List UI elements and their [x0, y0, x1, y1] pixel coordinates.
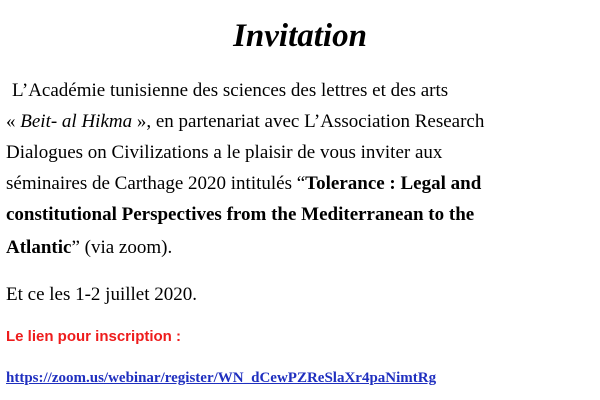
- seminar-title-part-1: Tolerance : Legal and: [305, 173, 482, 194]
- paragraph-line-6: [6, 236, 172, 260]
- registration-label: Le lien pour inscription :: [6, 328, 182, 345]
- paragraph-line-4: [6, 172, 481, 196]
- seminar-title-part-2: constitutional Perspectives from the Mediterranean to the: [6, 204, 475, 225]
- document-title: Invitation: [233, 18, 367, 54]
- paragraph-line-1: [12, 79, 448, 103]
- institution-name: Beit- al Hikma: [20, 111, 133, 132]
- seminar-title-part-3: Atlantic: [6, 237, 72, 258]
- paragraph-line-1-text: L’Académie tunisienne des sciences des lettres et des arts: [12, 80, 449, 101]
- registration-link[interactable]: https://zoom.us/webinar/register/WN_dCewPZReSlaXr4paNimtRg: [6, 370, 437, 386]
- paragraph-line-2-rest: en partenariat avec L’Association Research: [151, 111, 485, 132]
- paragraph-line-4-prefix: séminaires de Carthage 2020 intitulés “: [6, 173, 306, 194]
- paragraph-line-2: [6, 110, 484, 134]
- close-guillemet: »,: [132, 111, 152, 132]
- paragraph-line-3: [6, 141, 442, 165]
- paragraph-line-3-text: Dialogues on Civilizations a le plaisir de vous inviter aux: [6, 142, 443, 163]
- paragraph-line-6-rest: ” (via zoom).: [71, 237, 173, 258]
- paragraph-line-5: [6, 203, 474, 227]
- date-line: Et ce les 1-2 juillet 2020.: [6, 284, 198, 305]
- open-guillemet: «: [6, 111, 21, 132]
